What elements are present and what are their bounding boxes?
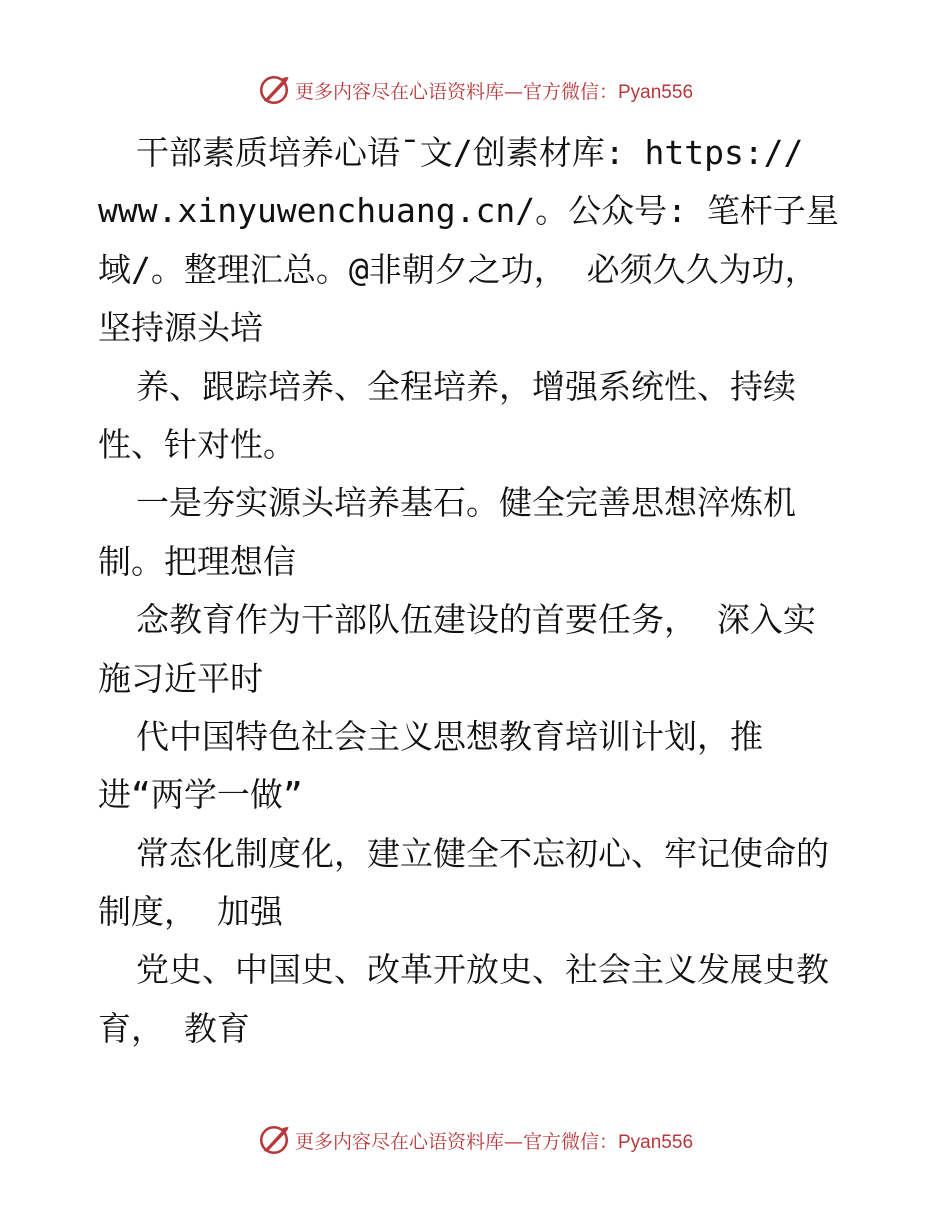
document-body (98, 124, 868, 1058)
body-line: www.xinyuwenchuang.cn/。公众号: 笔杆子星 (98, 191, 839, 231)
body-line: 坚持源头培 (98, 308, 263, 348)
header-banner-label: 更多内容尽在心语资料库—官方微信： (294, 80, 618, 103)
body-line: 常态化制度化，建立健全不忘初心、牢记使命的 (136, 833, 829, 873)
footer-banner-text (295, 1127, 693, 1154)
quill-pen-circle-icon (257, 1123, 291, 1157)
footer-banner-label: 更多内容尽在心语资料库—官方微信： (294, 1130, 618, 1153)
body-line: 念教育作为干部队伍建设的首要任务， 深入实 (136, 600, 816, 640)
header-banner-text (295, 77, 693, 104)
header-banner (0, 70, 950, 110)
body-line: 施习近平时 (98, 658, 263, 698)
quill-pen-circle-icon (257, 73, 291, 107)
body-line: 进“两学一做” (98, 775, 303, 815)
body-line: 制度， 加强 (98, 892, 283, 932)
body-line: 党史、中国史、改革开放史、社会主义发展史教 (136, 950, 829, 990)
body-line: 制。把理想信 (98, 541, 296, 581)
body-line: 性、针对性。 (98, 424, 296, 464)
body-line: 域/。整理汇总。@非朝夕之功， 必须久久为功， (98, 249, 818, 289)
footer-banner (0, 1120, 950, 1160)
body-line: 一是夯实源头培养基石。健全完善思想淬炼机 (136, 483, 796, 523)
body-line: 代中国特色社会主义思想教育培训计划，推 (136, 716, 763, 756)
footer-wechat-id: Pyan556 (618, 1131, 694, 1153)
header-wechat-id: Pyan556 (618, 81, 694, 103)
body-line: 养、跟踪培养、全程培养，增强系统性、持续 (136, 366, 796, 406)
body-line: 育， 教育 (98, 1008, 250, 1048)
body-line: 干部素质培养心语¯文/创素材库: https:// (136, 133, 804, 172)
